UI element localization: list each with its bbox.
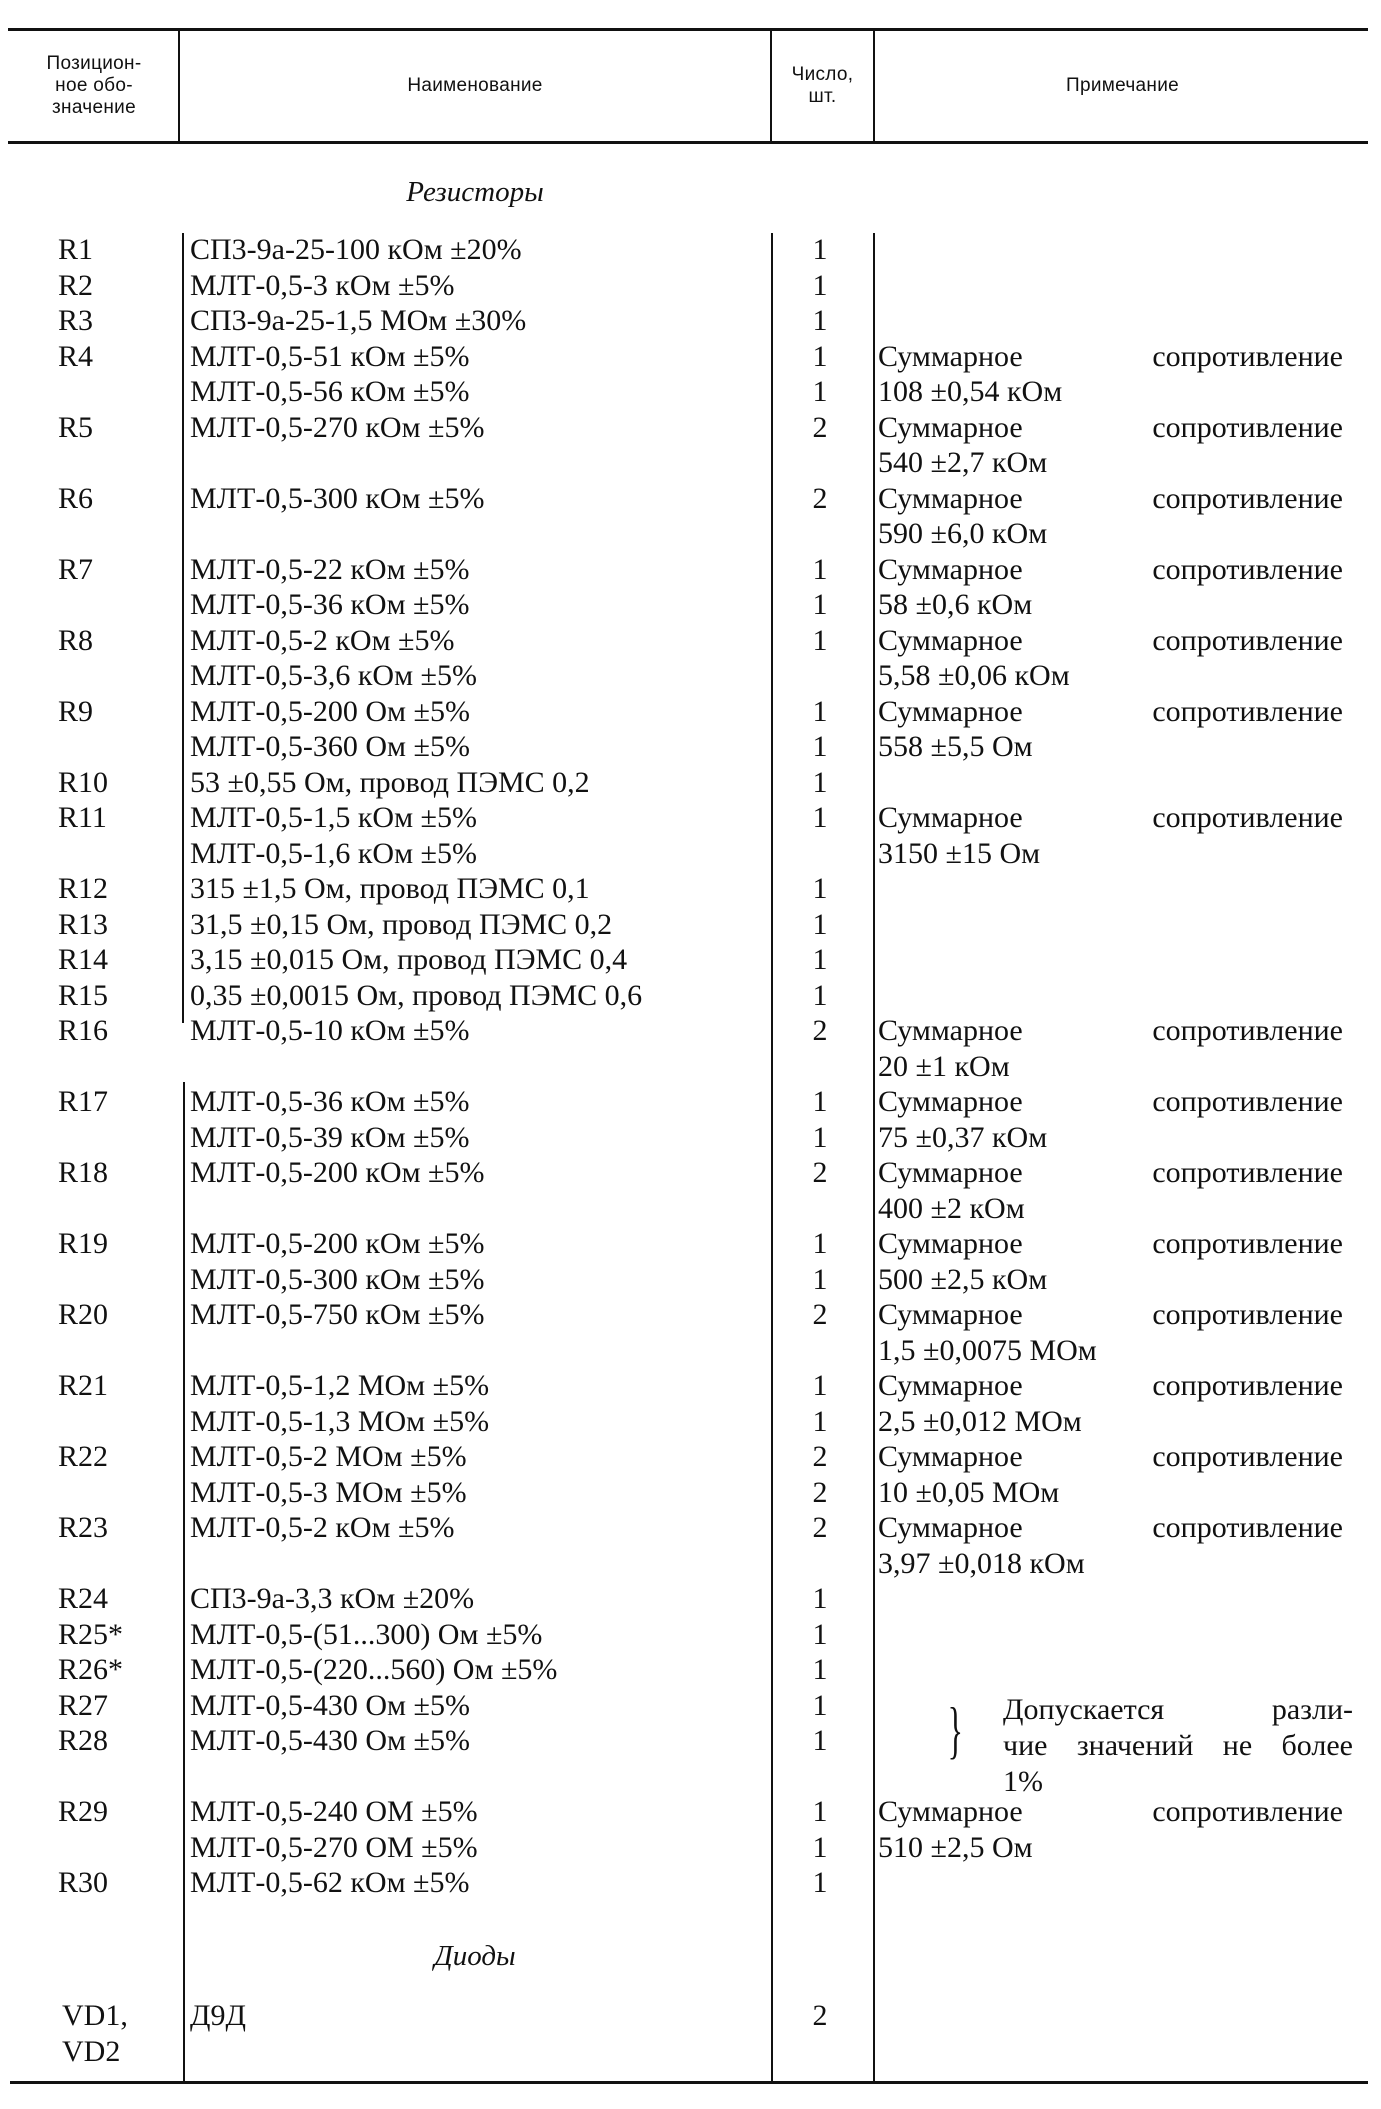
row-note: 1,5 ±0,0075 МОм [878,1334,1097,1367]
row-qty: 2 [812,411,828,444]
row-position: R18 [58,1156,109,1189]
table-row [0,1581,1381,1617]
row-note: Суммарное сопротивление [878,1298,1343,1331]
row-position: R29 [58,1795,109,1828]
row-name: МЛТ-0,5-39 кОм ±5% [190,1121,470,1154]
group-note-line-3: 1% [1003,1765,1043,1798]
row-qty: 1 [812,588,828,621]
row-position: R27 [58,1689,109,1722]
header-name [180,30,770,142]
table-row [0,1226,1381,1262]
row-note: Суммарное сопротивление [878,1014,1343,1047]
row-name: МЛТ-0,5-36 кОм ±5% [190,1085,470,1118]
row-qty: 1 [812,233,828,266]
row-qty: 2 [812,1511,828,1544]
row-note: Суммарное сопротивление [878,340,1343,373]
row-name: МЛТ-0,5-1,2 МОм ±5% [190,1369,490,1402]
row-position-line-2: VD2 [62,2035,121,2068]
table-row [0,623,1381,659]
section-title-resistors: Резисторы [406,176,544,208]
row-note: Суммарное сопротивление [878,1795,1343,1828]
row-note: 510 ±2,5 Ом [878,1831,1033,1864]
row-position-line-1: VD1, [62,1999,128,2032]
row-position: R1 [58,233,94,266]
group-note-line-1: Допускается разли- [1003,1693,1353,1726]
row-note: Суммарное сопротивление [878,553,1343,586]
row-note: Суммарное сопротивление [878,695,1343,728]
row-position [62,1998,182,2070]
table-row [0,1404,1381,1440]
row-name: 53 ±0,55 Ом, провод ПЭМС 0,2 [190,766,590,799]
header-qty-line-1: Число, [791,64,854,85]
row-note: 500 ±2,5 кОм [878,1263,1048,1296]
row-note: 400 ±2 кОм [878,1192,1025,1225]
table-row [0,1475,1381,1511]
row-note: Суммарное сопротивление [878,801,1343,834]
row-name: МЛТ-0,5-750 кОм ±5% [190,1298,485,1331]
header-position-line-2: ное обо- [55,75,133,96]
row-name: МЛТ-0,5-1,3 МОм ±5% [190,1405,490,1438]
row-qty: 1 [812,1795,828,1828]
row-note: Суммарное сопротивление [878,1085,1343,1118]
table-row [0,1120,1381,1156]
header-note-label: Примечание [1066,75,1179,96]
table-row [0,1865,1381,1901]
row-position: R21 [58,1369,109,1402]
table-row [0,907,1381,943]
row-qty: 2 [812,1014,828,1047]
row-position: R4 [58,340,94,373]
row-note: Суммарное сопротивление [878,411,1343,444]
row-position: R28 [58,1724,109,1757]
table-row [0,1617,1381,1653]
row-note: 108 ±0,54 кОм [878,375,1063,408]
row-name: МЛТ-0,5-62 кОм ±5% [190,1866,470,1899]
row-qty: 1 [812,801,828,834]
row-note: Суммарное сопротивление [878,1156,1343,1189]
row-qty: 1 [812,1618,828,1651]
header-note [875,30,1370,142]
row-qty: 1 [812,1369,828,1402]
row-position: R11 [58,801,107,834]
row-qty: 2 [812,1999,828,2032]
row-name: МЛТ-0,5-2 кОм ±5% [190,624,455,657]
row-name: 31,5 ±0,15 Ом, провод ПЭМС 0,2 [190,908,613,941]
row-note: 590 ±6,0 кОм [878,517,1048,550]
row-note: Суммарное сопротивление [878,1440,1343,1473]
row-position: R13 [58,908,109,941]
row-name: СП3-9а-3,3 кОм ±20% [190,1582,475,1615]
row-note: Суммарное сопротивление [878,1511,1343,1544]
row-position: R25* [58,1618,124,1651]
table-row [0,232,1381,268]
table-row [0,516,1381,552]
table-row [0,836,1381,872]
row-qty: 1 [812,624,828,657]
row-name: МЛТ-0,5-200 Ом ±5% [190,695,470,728]
row-qty: 1 [812,1866,828,1899]
table-bottom-rule [10,2081,1368,2084]
row-position: R6 [58,482,94,515]
table-row [0,658,1381,694]
row-name: МЛТ-0,5-(220...560) Ом ±5% [190,1653,558,1686]
row-note: 20 ±1 кОм [878,1050,1010,1083]
header-position-line-3: значение [52,97,136,118]
row-position: R26* [58,1653,124,1686]
table-row [0,552,1381,588]
row-qty: 2 [812,1476,828,1509]
row-name: МЛТ-0,5-430 Ом ±5% [190,1689,470,1722]
row-qty: 1 [812,1121,828,1154]
row-position: R23 [58,1511,109,1544]
row-name: МЛТ-0,5-1,6 кОм ±5% [190,837,478,870]
table-row [0,1652,1381,1688]
row-name: 3,15 ±0,015 Ом, провод ПЭМС 0,4 [190,943,628,976]
row-name: МЛТ-0,5-10 кОм ±5% [190,1014,470,1047]
row-position: R2 [58,269,94,302]
row-position: R14 [58,943,109,976]
row-name: МЛТ-0,5-360 Ом ±5% [190,730,470,763]
row-qty: 1 [812,979,828,1012]
row-name: МЛТ-0,5-36 кОм ±5% [190,588,470,621]
table-row [0,1013,1381,1049]
row-name: Д9Д [190,1999,246,2032]
row-qty: 1 [812,943,828,976]
table-row [0,1155,1381,1191]
row-qty: 2 [812,1440,828,1473]
row-name: МЛТ-0,5-270 кОм ±5% [190,411,485,444]
row-note: Суммарное сопротивление [878,1369,1343,1402]
row-qty: 1 [812,340,828,373]
row-position: R22 [58,1440,109,1473]
row-position: R20 [58,1298,109,1331]
row-name: МЛТ-0,5-3 МОм ±5% [190,1476,467,1509]
header-position-line-1: Позицион- [46,53,142,74]
row-qty: 1 [812,553,828,586]
row-position: R19 [58,1227,109,1260]
table-row [0,1439,1381,1475]
table-row [0,1368,1381,1404]
row-note: 5,58 ±0,06 кОм [878,659,1070,692]
row-name: МЛТ-0,5-430 Ом ±5% [190,1724,470,1757]
row-qty: 2 [812,482,828,515]
row-qty: 1 [812,304,828,337]
row-name: МЛТ-0,5-300 кОм ±5% [190,1263,485,1296]
table-row [0,1262,1381,1298]
row-qty: 1 [812,872,828,905]
row-position: R15 [58,979,109,1012]
table-row [0,1084,1381,1120]
row-note: Суммарное сопротивление [878,1227,1343,1260]
row-position: R3 [58,304,94,337]
row-note: 3150 ±15 Ом [878,837,1041,870]
row-note: 3,97 ±0,018 кОм [878,1547,1085,1580]
row-position: R17 [58,1085,109,1118]
row-qty: 1 [812,1263,828,1296]
table-row [0,978,1381,1014]
table-row [0,1297,1381,1333]
row-qty: 1 [812,1405,828,1438]
table-row [0,410,1381,446]
row-qty: 1 [812,908,828,941]
group-note-line-2: чие значений не более [1003,1729,1353,1762]
table-row [0,1830,1381,1866]
table-row [0,339,1381,375]
row-position: R7 [58,553,94,586]
row-qty: 1 [812,1724,828,1757]
row-qty: 2 [812,1298,828,1331]
table-row [0,765,1381,801]
header-name-label: Наименование [407,75,543,96]
row-qty: 1 [812,1653,828,1686]
table-row [0,481,1381,517]
row-position: R16 [58,1014,109,1047]
table-row [0,729,1381,765]
row-name: МЛТ-0,5-300 кОм ±5% [190,482,485,515]
row-position: R5 [58,411,94,444]
row-position: R9 [58,695,94,728]
table-row [0,303,1381,339]
header-qty [772,30,873,142]
table-row-diode [0,1998,1381,2070]
row-name: МЛТ-0,5-270 ОМ ±5% [190,1831,478,1864]
row-note: Суммарное сопротивление [878,482,1343,515]
table-row [0,268,1381,304]
table-row [0,1049,1381,1085]
row-note: Суммарное сопротивление [878,624,1343,657]
row-name: МЛТ-0,5-22 кОм ±5% [190,553,470,586]
row-qty: 1 [812,766,828,799]
row-name: МЛТ-0,5-56 кОм ±5% [190,375,470,408]
row-qty: 1 [812,730,828,763]
row-name: МЛТ-0,5-(51...300) Ом ±5% [190,1618,543,1651]
row-name: МЛТ-0,5-2 МОм ±5% [190,1440,467,1473]
table-row [0,445,1381,481]
row-name: МЛТ-0,5-3,6 кОм ±5% [190,659,478,692]
row-name: 0,35 ±0,0015 Ом, провод ПЭМС 0,6 [190,979,643,1012]
row-note: 2,5 ±0,012 МОм [878,1405,1082,1438]
row-note: 540 ±2,7 кОм [878,446,1048,479]
group-note-r27-r28 [1003,1692,1353,1800]
header-qty-line-2: шт. [808,86,837,107]
row-qty: 1 [812,375,828,408]
row-position: R10 [58,766,109,799]
row-qty: 1 [812,695,828,728]
table-row [0,1333,1381,1369]
brace-icon: } [947,1694,964,1765]
row-position: R30 [58,1866,109,1899]
row-position: R24 [58,1582,109,1615]
header-position [10,30,178,142]
table-row [0,1546,1381,1582]
row-position: R12 [58,872,109,905]
row-name: 315 ±1,5 Ом, провод ПЭМС 0,1 [190,872,590,905]
section-title-diodes: Диоды [434,1940,516,1972]
table-row [0,942,1381,978]
row-note: 58 ±0,6 кОм [878,588,1033,621]
row-position: R8 [58,624,94,657]
table-row [0,800,1381,836]
row-qty: 1 [812,1831,828,1864]
row-name: МЛТ-0,5-51 кОм ±5% [190,340,470,373]
row-qty: 1 [812,1085,828,1118]
row-qty: 1 [812,1582,828,1615]
row-qty: 1 [812,269,828,302]
table-row [0,871,1381,907]
row-qty: 1 [812,1689,828,1722]
row-note: 558 ±5,5 Ом [878,730,1033,763]
table-row [0,694,1381,730]
row-name: МЛТ-0,5-3 кОм ±5% [190,269,455,302]
table-row [0,587,1381,623]
row-qty: 2 [812,1156,828,1189]
table-row [0,1510,1381,1546]
table-row [0,1191,1381,1227]
row-name: МЛТ-0,5-1,5 кОм ±5% [190,801,478,834]
row-name: СП3-9а-25-1,5 МОм ±30% [190,304,527,337]
row-name: МЛТ-0,5-200 кОм ±5% [190,1227,485,1260]
table-row [0,374,1381,410]
row-name: МЛТ-0,5-2 кОм ±5% [190,1511,455,1544]
row-name: МЛТ-0,5-200 кОм ±5% [190,1156,485,1189]
row-note: 10 ±0,05 МОм [878,1476,1060,1509]
row-qty: 1 [812,1227,828,1260]
row-note: 75 ±0,37 кОм [878,1121,1048,1154]
row-name: МЛТ-0,5-240 ОМ ±5% [190,1795,478,1828]
row-name: СП3-9а-25-100 кОм ±20% [190,233,522,266]
